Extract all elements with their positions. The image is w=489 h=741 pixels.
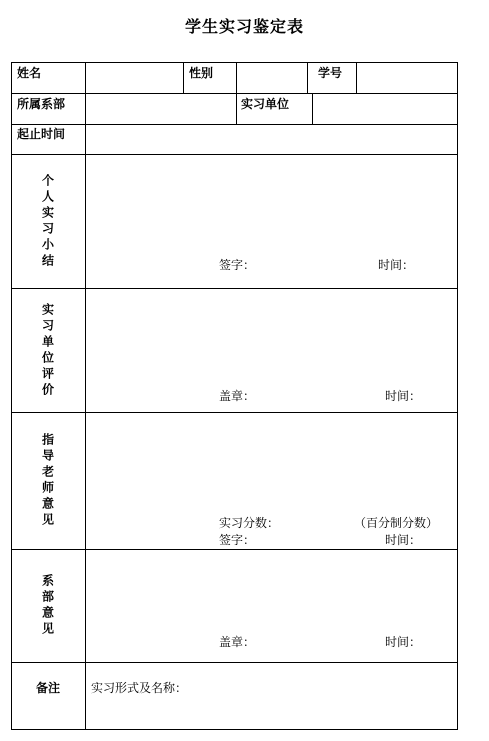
- score-note: （百分制分数）: [354, 516, 439, 530]
- unit-evaluation-time-label: 时间：: [385, 389, 422, 403]
- unit-evaluation-label: 实习单位评价: [40, 302, 55, 399]
- table-border-right: [457, 62, 458, 730]
- gender-field[interactable]: [237, 63, 307, 93]
- department-opinion-label: 系部意见: [40, 574, 55, 638]
- student-id-label: 学号: [318, 66, 343, 80]
- internship-unit-field[interactable]: [313, 94, 457, 124]
- name-label: 姓名: [17, 66, 42, 80]
- teacher-sign-label: 签字：: [219, 533, 256, 547]
- teacher-time-label: 时间：: [385, 533, 422, 547]
- department-field[interactable]: [86, 94, 236, 124]
- student-id-field[interactable]: [357, 63, 457, 93]
- internship-form-label: 实习形式及名称：: [91, 681, 188, 695]
- gender-label: 性别: [189, 66, 214, 80]
- period-label: 起止时间: [17, 127, 66, 141]
- department-label: 所属系部: [17, 97, 66, 111]
- internship-unit-label: 实习单位: [241, 97, 290, 111]
- summary-label: 个人实习小结: [40, 173, 55, 270]
- summary-sign-label: 签字：: [219, 258, 256, 272]
- column-divider: [183, 62, 184, 94]
- column-divider: [307, 62, 308, 94]
- unit-evaluation-seal-label: 盖章：: [219, 389, 256, 403]
- department-seal-label: 盖章：: [219, 635, 256, 649]
- name-field[interactable]: [86, 63, 183, 93]
- period-field[interactable]: [86, 125, 457, 154]
- score-label: 实习分数：: [219, 516, 280, 530]
- teacher-opinion-label: 指导老师意见: [40, 433, 55, 529]
- summary-time-label: 时间：: [378, 258, 415, 272]
- column-divider: [236, 93, 237, 125]
- remarks-label: 备注: [35, 681, 60, 695]
- table-border-bottom: [11, 729, 458, 730]
- department-time-label: 时间：: [385, 635, 422, 649]
- appraisal-form: [11, 62, 458, 730]
- page-title: 学生实习鉴定表: [184, 17, 304, 36]
- remarks-area[interactable]: [86, 663, 457, 729]
